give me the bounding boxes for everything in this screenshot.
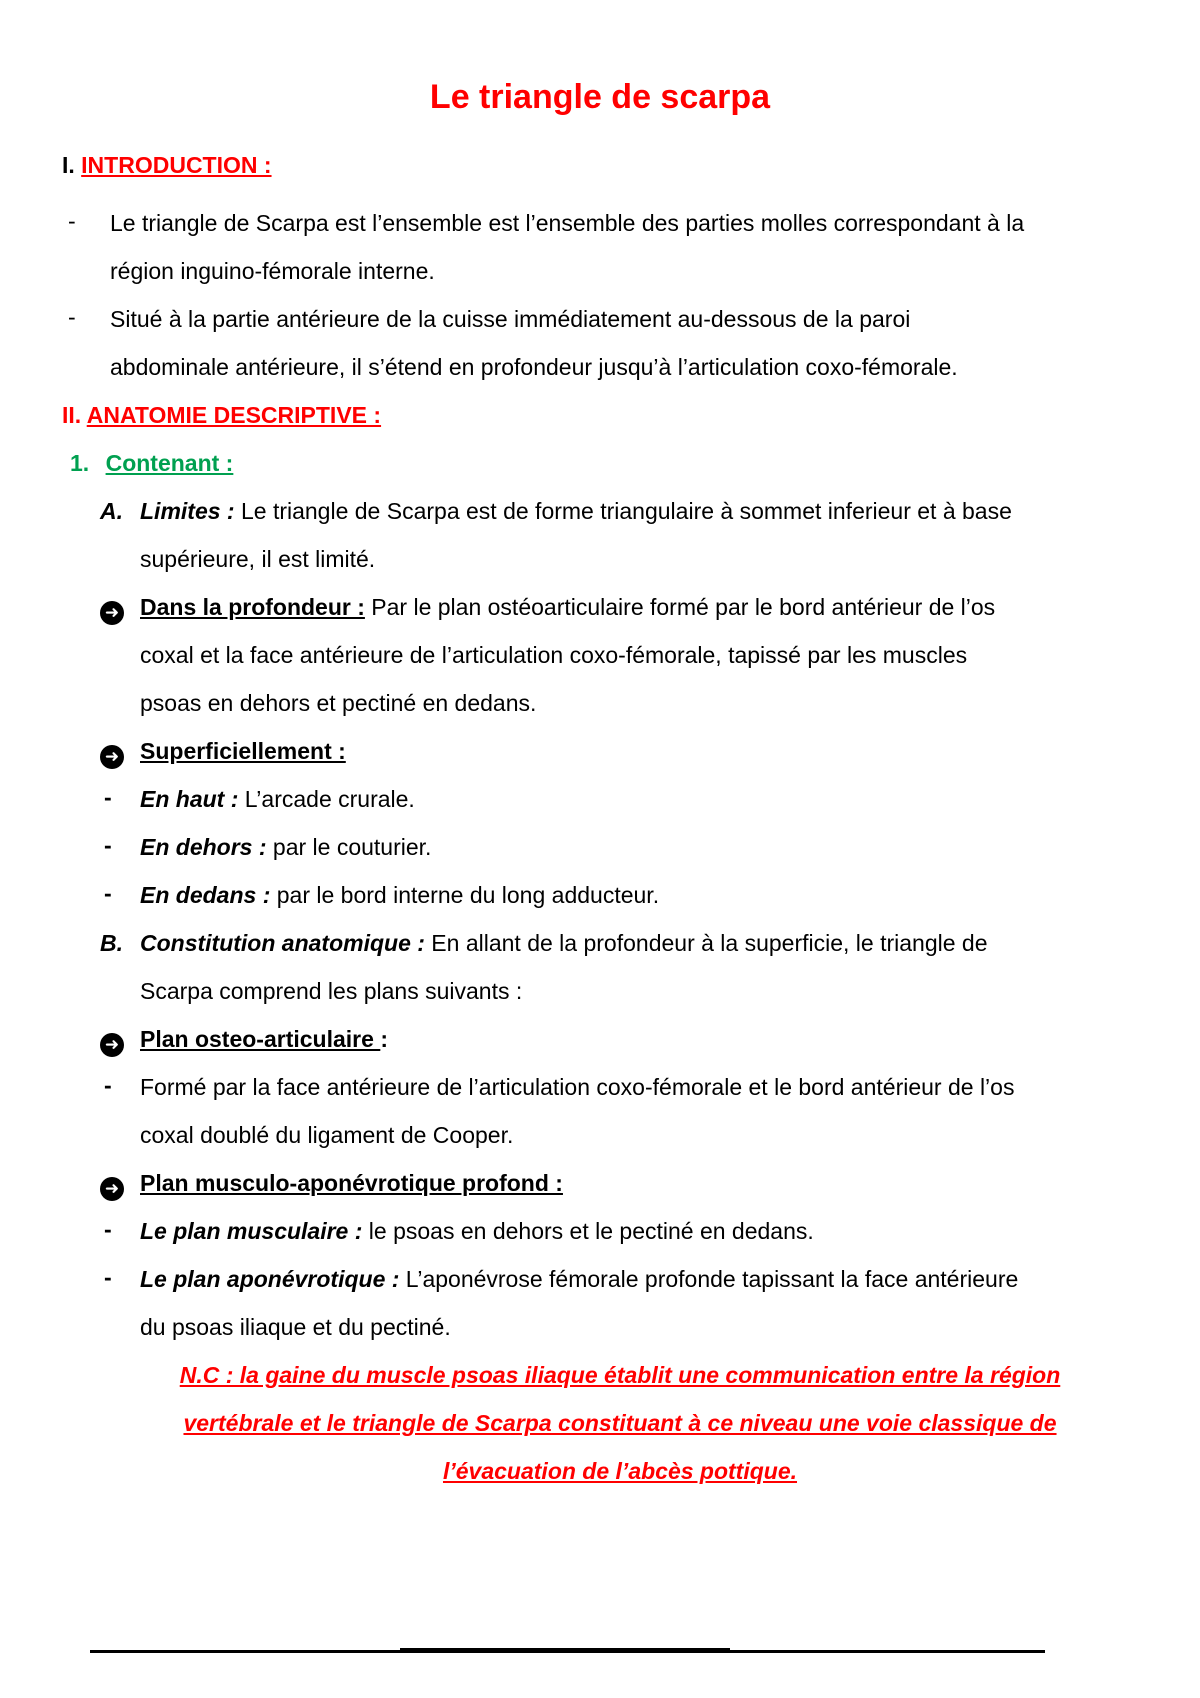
constitution-text: En allant de la profondeur à la superficie, le triangle de (424, 930, 988, 956)
contenant-heading (70, 448, 233, 478)
en-dehors-line (140, 832, 431, 862)
intro-p1-line1: Le triangle de Scarpa est l’ensemble est l’ensemble des parties molles correspondant à la (110, 210, 1025, 236)
anatomy-heading-number: II. (62, 402, 82, 428)
contenant-number: 1. (70, 450, 90, 476)
bullet-dash: - (104, 880, 112, 906)
limites-label: Limites : (140, 498, 235, 524)
constitution-letter: B. (100, 930, 123, 956)
intro-p2-line1: Situé à la partie antérieure de la cuisse immédiatement au-dessous de la paroi (110, 306, 911, 332)
bullet-dash: - (104, 1216, 112, 1242)
arrow-right-icon: ➜ (100, 1177, 124, 1201)
plan-aponevrotique-line1 (140, 1264, 1018, 1294)
profondeur-label: Dans la profondeur : (140, 594, 365, 620)
en-dehors-text: par le couturier. (266, 834, 432, 860)
profondeur-line2: coxal et la face antérieure de l’articulation coxo-fémorale, tapissé par les muscles (140, 642, 968, 668)
en-haut-label: En haut : (140, 786, 239, 812)
osteo-colon: : (380, 1026, 388, 1052)
page-title: Le triangle de scarpa (429, 78, 771, 116)
profondeur-line1 (140, 592, 995, 622)
constitution-line1 (140, 928, 988, 958)
en-dedans-line (140, 880, 659, 910)
en-dehors-label: En dehors : (140, 834, 267, 860)
limites-line2: supérieure, il est limité. (140, 546, 376, 572)
profondeur-line3: psoas en dehors et pectiné en dedans. (140, 690, 537, 716)
osteo-line2: coxal doublé du ligament de Cooper. (140, 1122, 514, 1148)
contenant-text: Contenant : (105, 450, 234, 476)
limites-letter: A. (100, 498, 123, 524)
arrow-bullet (100, 1024, 124, 1057)
arrow-bullet (100, 1168, 124, 1201)
note-line3: l’évacuation de l’abcès pottique. (442, 1458, 798, 1484)
intro-p1-line2: région inguino-fémorale interne. (110, 258, 435, 284)
bullet-dash: - (68, 208, 76, 234)
bullet-dash: - (104, 832, 112, 858)
plan-aponevrotique-text: L’aponévrose fémorale profonde tapissant la face antérieure (399, 1266, 1019, 1292)
intro-heading (62, 150, 272, 180)
limites-text: Le triangle de Scarpa est de forme triangulaire à sommet inferieur et à base (234, 498, 1012, 524)
bullet-dash: - (104, 784, 112, 810)
en-haut-line (140, 784, 415, 814)
plan-aponevrotique-line2: du psoas iliaque et du pectiné. (140, 1314, 451, 1340)
en-haut-text: L’arcade crurale. (238, 786, 415, 812)
plan-musculaire-line (140, 1216, 814, 1246)
note-line2: vertébrale et le triangle de Scarpa constituant à ce niveau une voie classique de (183, 1410, 1057, 1436)
arrow-bullet (100, 736, 124, 769)
arrow-right-icon: ➜ (100, 745, 124, 769)
footer-divider-accent (400, 1648, 730, 1653)
bullet-dash: - (104, 1264, 112, 1290)
note-line1: N.C : la gaine du muscle psoas iliaque établit une communication entre la région (179, 1362, 1061, 1388)
en-dedans-text: par le bord interne du long adducteur. (270, 882, 660, 908)
constitution-line2: Scarpa comprend les plans suivants : (140, 978, 523, 1004)
limites-line1 (140, 496, 1012, 526)
anatomy-heading-text: ANATOMIE DESCRIPTIVE : (86, 402, 382, 428)
bullet-dash: - (68, 304, 76, 330)
intro-p2-line2: abdominale antérieure, il s’étend en profondeur jusqu’à l’articulation coxo-fémorale. (110, 354, 958, 380)
plan-aponevrotique-label: Le plan aponévrotique : (140, 1266, 400, 1292)
osteo-label: Plan osteo-articulaire (140, 1026, 381, 1052)
anatomy-heading (62, 400, 381, 430)
en-dedans-label: En dedans : (140, 882, 271, 908)
bullet-dash: - (104, 1072, 112, 1098)
superficiellement-label: Superficiellement : (140, 738, 346, 764)
profondeur-text: Par le plan ostéoarticulaire formé par le bord antérieur de l’os (364, 594, 996, 620)
plan-musculaire-label: Le plan musculaire : (140, 1218, 363, 1244)
intro-heading-text: INTRODUCTION : (81, 152, 272, 178)
osteo-line1: Formé par la face antérieure de l’articulation coxo-fémorale et le bord antérieur de l’os (140, 1074, 1015, 1100)
osteo-heading (140, 1024, 388, 1054)
plan-musculaire-text: le psoas en dehors et le pectiné en dedans. (362, 1218, 814, 1244)
musculo-heading: Plan musculo-aponévrotique profond : (140, 1170, 563, 1196)
arrow-right-icon: ➜ (100, 601, 124, 625)
arrow-bullet (100, 592, 124, 625)
constitution-label: Constitution anatomique : (140, 930, 425, 956)
arrow-right-icon: ➜ (100, 1033, 124, 1057)
intro-heading-number: I. (62, 152, 75, 178)
